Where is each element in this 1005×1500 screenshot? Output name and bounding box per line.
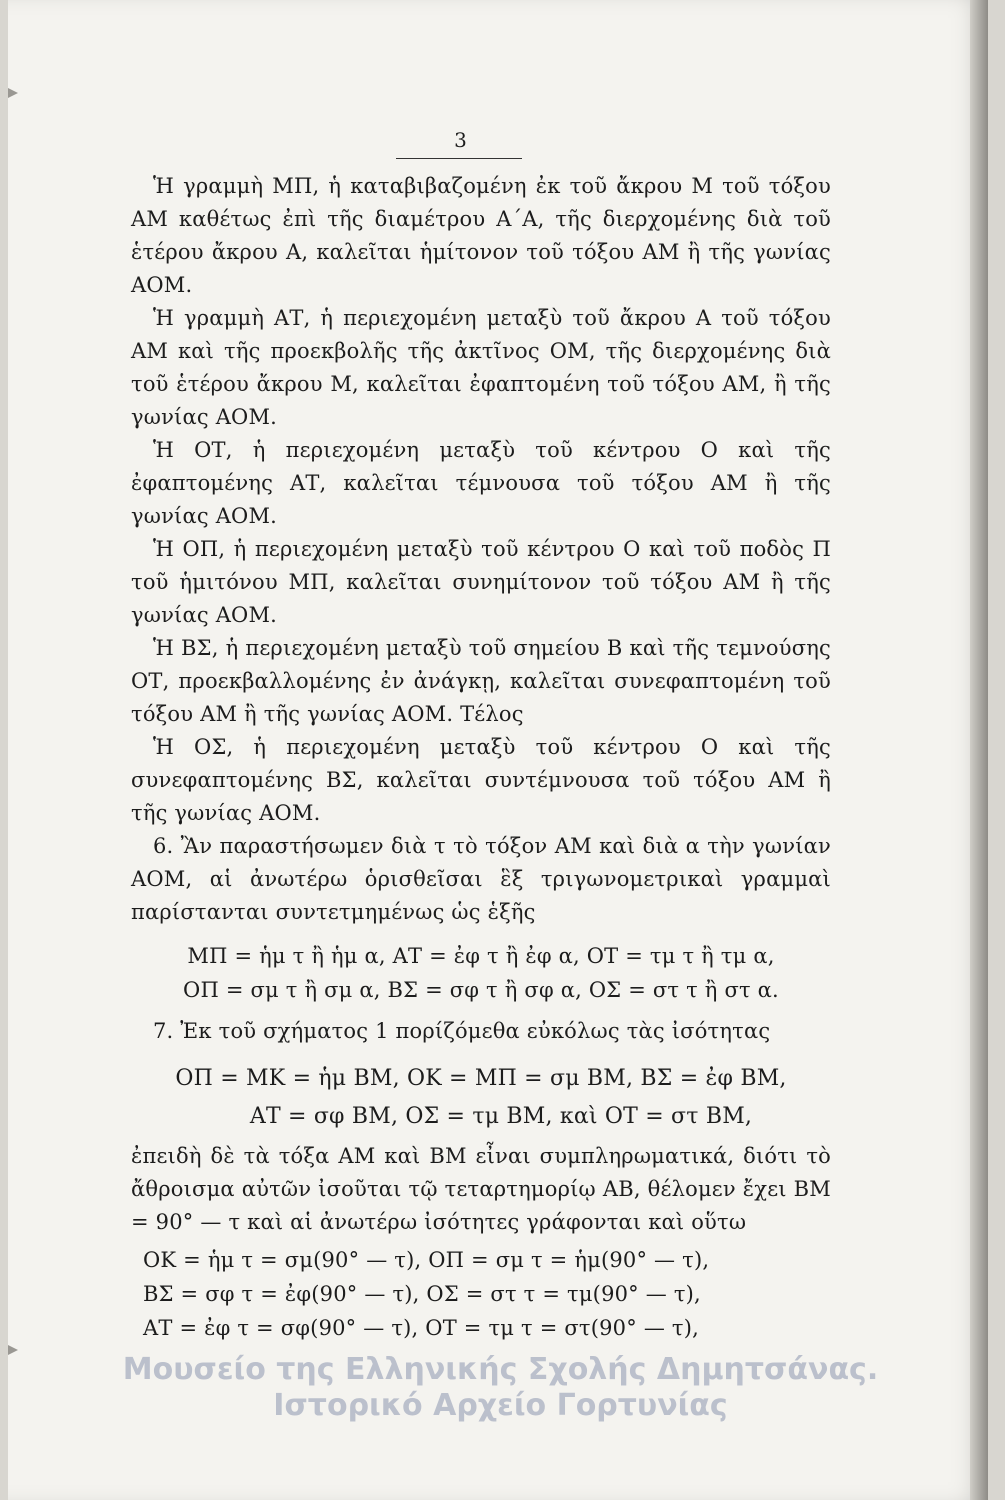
book-page bbox=[8, 0, 988, 1500]
watermark-line: Μουσείο της Ελληνικής Σχολής Δημητσάνας. bbox=[122, 1352, 879, 1387]
page-edge-shadow bbox=[970, 0, 988, 1500]
binding-mark-icon bbox=[8, 88, 18, 98]
equation-line: ΟΚ = ἡμ τ = σμ(90° — τ), ΟΠ = σμ τ = ἡμ(90° — τ), bbox=[143, 1248, 710, 1272]
equations-complementary bbox=[143, 1243, 831, 1345]
paragraph-sine: Ἡ γραμμὴ ΜΠ, ἡ καταβιβαζομένη ἐκ τοῦ ἄκρου Μ τοῦ τόξου ΑΜ καθέτως ἐπὶ τῆς διαμέτρου Α΄Α, τῆς διερχομένης διὰ τοῦ ἑτέρου ἄκρου Α, καλεῖται ἡμίτονον τοῦ τόξου ΑΜ ἢ τῆς γωνίας ΑΟΜ. bbox=[131, 174, 831, 297]
paragraph-section-6: 6. Ἂν παραστήσωμεν διὰ τ τὸ τόξον ΑΜ καὶ διὰ α τὴν γωνίαν ΑΟΜ, αἱ ἀνωτέρω ὁρισθεῖσαι ἓξ τριγωνομετρικαὶ γραμμαὶ παρίστανται συντετμημένως ὡς ἑξῆς bbox=[131, 834, 831, 924]
paragraph-cotangent: Ἡ ΒΣ, ἡ περιεχομένη μεταξὺ τοῦ σημείου Β καὶ τῆς τεμνούσης ΟΤ, προεκβαλλομένης ἐν ἀνάγκῃ, καλεῖται συνεφαπτομένη τοῦ τόξου ΑΜ ἢ τῆς γωνίας ΑΟΜ. Τέλος bbox=[131, 636, 831, 726]
paragraph-cosecant: Ἡ ΟΣ, ἡ περιεχομένη μεταξὺ τοῦ κέντρου Ο καὶ τῆς συνεφαπτομένης ΒΣ, καλεῖται συντέμνουσα τοῦ τόξου ΑΜ ἢ τῆς γωνίας ΑΟΜ. bbox=[131, 735, 831, 825]
equation-line: ΟΠ = σμ τ ἢ σμ α, ΒΣ = σφ τ ἢ σφ α, ΟΣ = στ τ ἢ στ α. bbox=[183, 978, 779, 1002]
paragraph-secant: Ἡ ΟΤ, ἡ περιεχομένη μεταξὺ τοῦ κέντρου Ο καὶ τῆς ἐφαπτομένης ΑΤ, καλεῖται τέμνουσα τοῦ τόξου ΑΜ ἢ τῆς γωνίας ΑΟΜ. bbox=[131, 438, 831, 528]
binding-mark-icon bbox=[8, 1345, 18, 1355]
equations-abbreviations bbox=[131, 939, 831, 1007]
equation-line: ΑΤ = σφ ΒΜ, ΟΣ = τμ ΒΜ, καὶ ΟΤ = στ ΒΜ, bbox=[249, 1104, 753, 1129]
equation-line: ΟΠ = ΜΚ = ἡμ ΒΜ, ΟΚ = ΜΠ = σμ ΒΜ, ΒΣ = ἐφ ΒΜ, bbox=[175, 1066, 787, 1091]
equation-line: ΑΤ = ἐφ τ = σφ(90° — τ), ΟΤ = τμ τ = στ(90° — τ), bbox=[143, 1316, 699, 1340]
equation-line: ΒΣ = σφ τ = ἐφ(90° — τ), ΟΣ = στ τ = τμ(90° — τ), bbox=[143, 1282, 701, 1306]
watermark-line: Ιστορικό Αρχείο Γορτυνίας bbox=[273, 1388, 728, 1423]
header-rule bbox=[396, 158, 522, 159]
page-number: 3 bbox=[454, 128, 467, 152]
paragraph-cosine: Ἡ ΟΠ, ἡ περιεχομένη μεταξὺ τοῦ κέντρου Ο καὶ τοῦ ποδὸς Π τοῦ ἡμιτόνου ΜΠ, καλεῖται συνημίτονον τοῦ τόξου ΑΜ ἢ τῆς γωνίας ΑΟΜ. bbox=[131, 537, 831, 627]
equation-line: ΜΠ = ἡμ τ ἢ ἡμ α, ΑΤ = ἐφ τ ἢ ἐφ α, ΟΤ = τμ τ ἢ τμ α, bbox=[187, 944, 775, 968]
archive-watermark bbox=[48, 1352, 953, 1424]
equations-figure bbox=[131, 1060, 831, 1136]
page-body bbox=[131, 170, 831, 1345]
paragraph-section-7: 7. Ἐκ τοῦ σχήματος 1 πορίζόμεθα εὐκόλως τὰς ἰσότητας bbox=[153, 1019, 771, 1043]
paragraph-tangent: Ἡ γραμμὴ ΑΤ, ἡ περιεχομένη μεταξὺ τοῦ ἄκρου Α τοῦ τόξου ΑΜ καὶ τῆς προεκβολῆς τῆς ἀκτῖνος ΟΜ, τῆς διερχομένης διὰ τοῦ ἑτέρου ἄκρου Μ, καλεῖται ἐφαπτομένη τοῦ τόξου ΑΜ, ἢ τῆς γωνίας ΑΟΜ. bbox=[131, 306, 831, 429]
paragraph-complementary: ἐπειδὴ δὲ τὰ τόξα ΑΜ καὶ ΒΜ εἶναι συμπληρωματικά, διότι τὸ ἄθροισμα αὐτῶν ἰσοῦται τῷ τεταρτημορίῳ ΑΒ, θέλομεν ἔχει ΒΜ = 90° — τ καὶ αἱ ἀνωτέρω ἰσότητες γράφονται καὶ οὕτω bbox=[131, 1144, 831, 1234]
